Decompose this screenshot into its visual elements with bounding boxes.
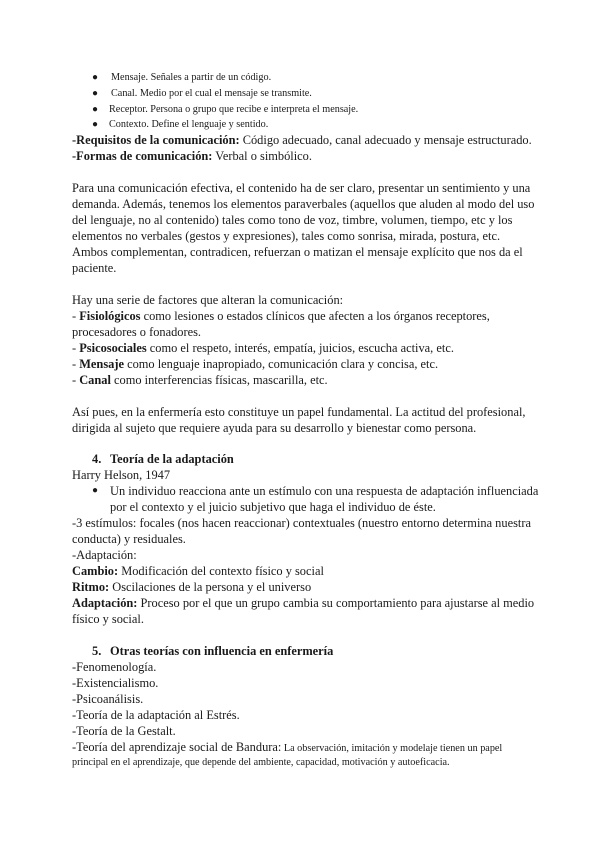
bullet-item: Contexto. Define el lenguaje y sentido. (109, 119, 269, 130)
section-4-title: Teoría de la adaptación (110, 452, 234, 466)
factor-canal (72, 372, 328, 388)
paragraph-line: dirigida al sujeto que requiere ayuda para su desarrollo y bienestar como persona. (72, 421, 477, 435)
dash: - (72, 309, 80, 323)
paragraph-line: Así pues, en la enfermería esto constituye un papel fundamental. La actitud del profesional, (72, 405, 526, 419)
section-5-title: Otras teorías con influencia en enfermería (110, 644, 334, 658)
term-label: Ritmo: (72, 580, 110, 594)
adaptacion-cont: físico y social. (72, 612, 144, 626)
section-5-number: 5. (92, 644, 102, 658)
bandura-cont: principal en el aprendizaje, que depende del ambiente, capacidad, motivación y autoeficacia. (72, 757, 450, 768)
list-item: -Existencialismo. (72, 676, 159, 690)
dash: - (72, 357, 80, 371)
term-text: Oscilaciones de la persona y el universo (109, 580, 312, 594)
factor-label: Fisiológicos (79, 309, 141, 323)
paragraph-line: demanda. Además, tenemos los elementos paraverbales (aquellos que aluden al modo del uso (72, 197, 535, 211)
bullet-dot: ● (92, 485, 99, 496)
formas-line (72, 148, 312, 164)
list-item: -Psicoanálisis. (72, 692, 144, 706)
estimulos-line: conducta) y residuales. (72, 532, 186, 546)
factor-text: como interferencias físicas, mascarilla, etc. (110, 373, 328, 387)
bandura-label: -Teoría del aprendizaje social de Bandura: (72, 740, 282, 754)
factor-label: Canal (79, 373, 111, 387)
cambio-line (72, 563, 324, 579)
adaptacion-dash: -Adaptación: (72, 548, 137, 562)
bullet-dot: ● (92, 72, 99, 83)
dash: - (72, 373, 80, 387)
adaptacion-line (72, 595, 534, 611)
factor-label: Mensaje (79, 357, 124, 371)
factor-psicosociales (72, 340, 454, 356)
bullet-item-cont: por el contexto y el juicio subjetivo que haga el individuo de éste. (110, 500, 436, 514)
bullet-item: Receptor. Persona o grupo que recibe e interpreta el mensaje. (109, 104, 359, 115)
term-text: Proceso por el que un grupo cambia su comportamiento para ajustarse al medio (137, 596, 535, 610)
bullet-item: Un individuo reacciona ante un estímulo con una respuesta de adaptación influenciada (110, 484, 539, 498)
requisitos-label: -Requisitos de la comunicación: (72, 133, 240, 147)
term-label: Cambio: (72, 564, 119, 578)
paragraph-line: paciente. (72, 261, 117, 275)
bandura-text: La observación, imitación y modelaje tienen un papel (281, 743, 503, 754)
bullet-dot: ● (92, 88, 99, 99)
bullet-dot: ● (92, 119, 99, 130)
factor-text: como el respeto, interés, empatía, juicios, escucha activa, etc. (146, 341, 454, 355)
author-line: Harry Helson, 1947 (72, 468, 171, 482)
estimulos-line: -3 estímulos: focales (nos hacen reaccionar) contextuales (nuestro entorno determina nuestra (72, 516, 531, 530)
bullet-item: Mensaje. Señales a partir de un código. (111, 72, 272, 83)
term-text: Modificación del contexto físico y social (118, 564, 324, 578)
factor-label: Psicosociales (79, 341, 147, 355)
factores-intro: Hay una serie de factores que alteran la comunicación: (72, 293, 344, 307)
factor-fisiologicos-cont: procesadores o fonadores. (72, 325, 202, 339)
factor-text: como lesiones o estados clínicos que afecten a los órganos receptores, (140, 309, 490, 323)
list-item: -Teoría de la Gestalt. (72, 724, 176, 738)
paragraph-line: Ambos complementan, contradicen, refuerzan o matizan el mensaje explícito que nos da el (72, 245, 523, 259)
section-4-number: 4. (92, 452, 102, 466)
list-item: -Teoría de la adaptación al Estrés. (72, 708, 240, 722)
requisitos-line (72, 132, 532, 148)
paragraph-line: del lenguaje, no al contenido) tales como tono de voz, timbre, volumen, tiempo, etc y los (72, 213, 513, 227)
factor-fisiologicos (72, 308, 490, 324)
dash: - (72, 341, 80, 355)
ritmo-line (72, 579, 311, 595)
paragraph-line: Para una comunicación efectiva, el contenido ha de ser claro, presentar un sentimiento y una (72, 181, 531, 195)
bullet-dot: ● (92, 104, 99, 115)
term-label: Adaptación: (72, 596, 138, 610)
list-item: -Fenomenología. (72, 660, 157, 674)
formas-text: Verbal o simbólico. (212, 149, 312, 163)
paragraph-line: elementos no verbales (gestos y expresiones), tales como sonrisa, mirada, postura, etc. (72, 229, 501, 243)
factor-text: como lenguaje inapropiado, comunicación clara y concisa, etc. (123, 357, 439, 371)
factor-mensaje (72, 356, 438, 372)
requisitos-text: Código adecuado, canal adecuado y mensaje estructurado. (239, 133, 532, 147)
formas-label: -Formas de comunicación: (72, 149, 213, 163)
bullet-item: Canal. Medio por el cual el mensaje se transmite. (111, 88, 312, 99)
